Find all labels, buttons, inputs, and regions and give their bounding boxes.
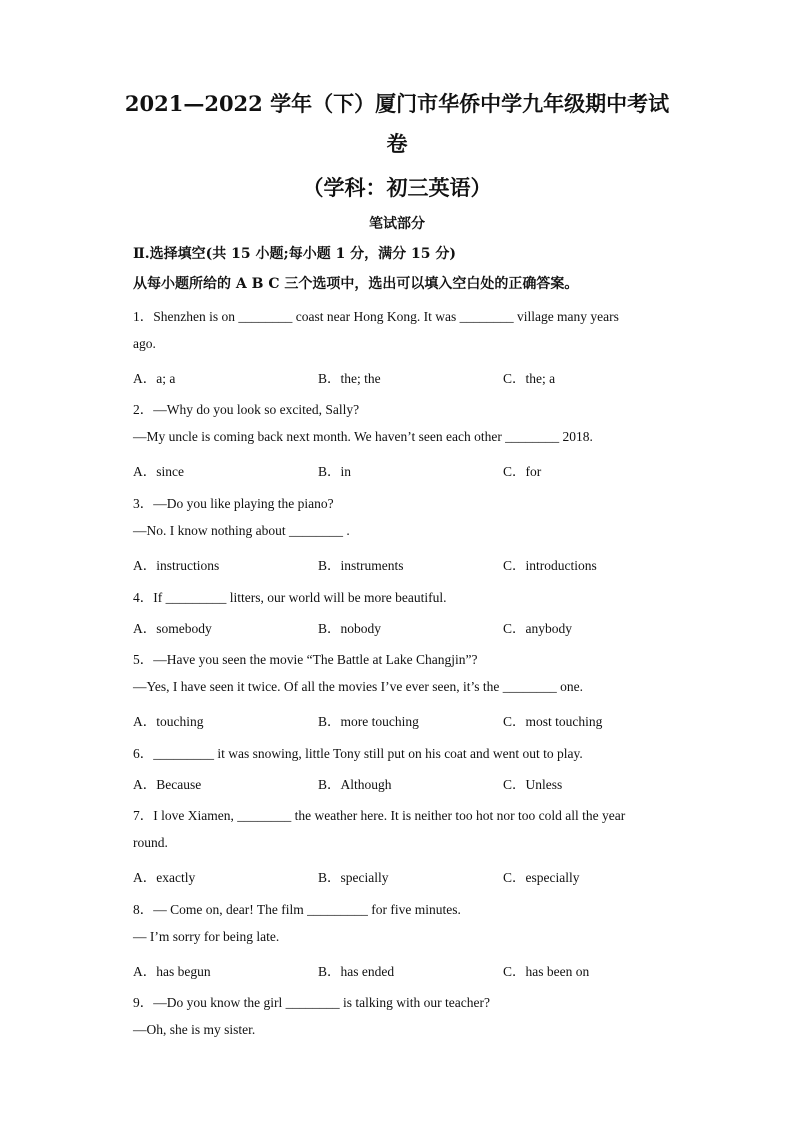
question-3-option-b[interactable]: B．instruments <box>318 558 404 573</box>
question-6-option-b[interactable]: B．Although <box>318 777 392 792</box>
question-2-option-b[interactable]: B．in <box>318 464 352 479</box>
question-7-option-c[interactable]: C．especially <box>503 870 580 885</box>
question-3-line-2: —No. I know nothing about ________ . <box>133 523 350 538</box>
question-1-option-b[interactable]: B．the; the <box>318 371 381 386</box>
question-7-option-b[interactable]: B．specially <box>318 870 389 885</box>
question-2-line-1: 2．—Why do you look so excited, Sally? <box>133 402 360 417</box>
question-3-line-1: 3．—Do you like playing the piano? <box>133 496 334 511</box>
exam-title-line-2: 卷 <box>386 131 408 156</box>
question-2-line-2: —My uncle is coming back next month. We haven’t seen each other ________ 2018. <box>133 429 593 444</box>
question-8-line-1: 8．— Come on, dear! The film _________ for five minutes. <box>133 902 461 917</box>
question-7-line-2: round. <box>133 835 168 850</box>
question-1-line-2: ago. <box>133 336 156 351</box>
question-7-option-a[interactable]: A．exactly <box>133 870 196 885</box>
question-9-line-1: 9．—Do you know the girl ________ is talking with our teacher? <box>133 995 490 1010</box>
question-7-line-1: 7．I love Xiamen, ________ the weather here. It is neither too hot nor too cold all the year <box>133 808 626 823</box>
question-5-option-c[interactable]: C．most touching <box>503 714 603 729</box>
question-5-option-a[interactable]: A．touching <box>133 714 204 729</box>
question-6-option-c[interactable]: C．Unless <box>503 777 563 792</box>
question-4-option-c[interactable]: C．anybody <box>503 621 572 636</box>
question-5-line-1: 5．—Have you seen the movie “The Battle at Lake Changjin”? <box>133 652 478 667</box>
question-4-option-b[interactable]: B．nobody <box>318 621 382 636</box>
question-1-option-c[interactable]: C．the; a <box>503 371 556 386</box>
section-instruction: 从每小题所给的 A B C 三个选项中，选出可以填入空白处的正确答案。 <box>133 276 579 292</box>
question-5-option-b[interactable]: B．more touching <box>318 714 419 729</box>
question-1-option-a[interactable]: A．a; a <box>133 371 176 386</box>
exam-title-line-1: 2021—2022 学年（下）厦门市华侨中学九年级期中考试 <box>124 91 670 116</box>
question-9-line-2: —Oh, she is my sister. <box>133 1022 256 1037</box>
question-2-option-a[interactable]: A．since <box>133 464 184 479</box>
question-3-option-c[interactable]: C．introductions <box>503 558 597 573</box>
question-4-option-a[interactable]: A．somebody <box>133 621 212 636</box>
question-1-line-1: 1．Shenzhen is on ________ coast near Hong Kong. It was ________ village many years <box>133 309 619 324</box>
exam-part: 笔试部分 <box>369 216 425 232</box>
question-8-line-2: — I’m sorry for being late. <box>133 929 280 944</box>
question-3-option-a[interactable]: A．instructions <box>133 558 220 573</box>
question-6-line-1: 6．_________ it was snowing, little Tony still put on his coat and went out to play. <box>133 746 583 761</box>
question-2-option-c[interactable]: C．for <box>503 464 542 479</box>
question-8-option-b[interactable]: B．has ended <box>318 964 395 979</box>
exam-subject: （学科：初三英语） <box>302 175 492 200</box>
question-4-line-1: 4．If _________ litters, our world will be more beautiful. <box>133 590 447 605</box>
section-heading: Ⅱ.选择填空(共 15 小题;每小题 1 分，满分 15 分) <box>133 246 457 262</box>
question-8-option-c[interactable]: C．has been on <box>503 964 590 979</box>
question-5-line-2: —Yes, I have seen it twice. Of all the movies I’ve ever seen, it’s the ________ one. <box>133 679 584 694</box>
question-8-option-a[interactable]: A．has begun <box>133 964 211 979</box>
question-6-option-a[interactable]: A．Because <box>133 777 202 792</box>
